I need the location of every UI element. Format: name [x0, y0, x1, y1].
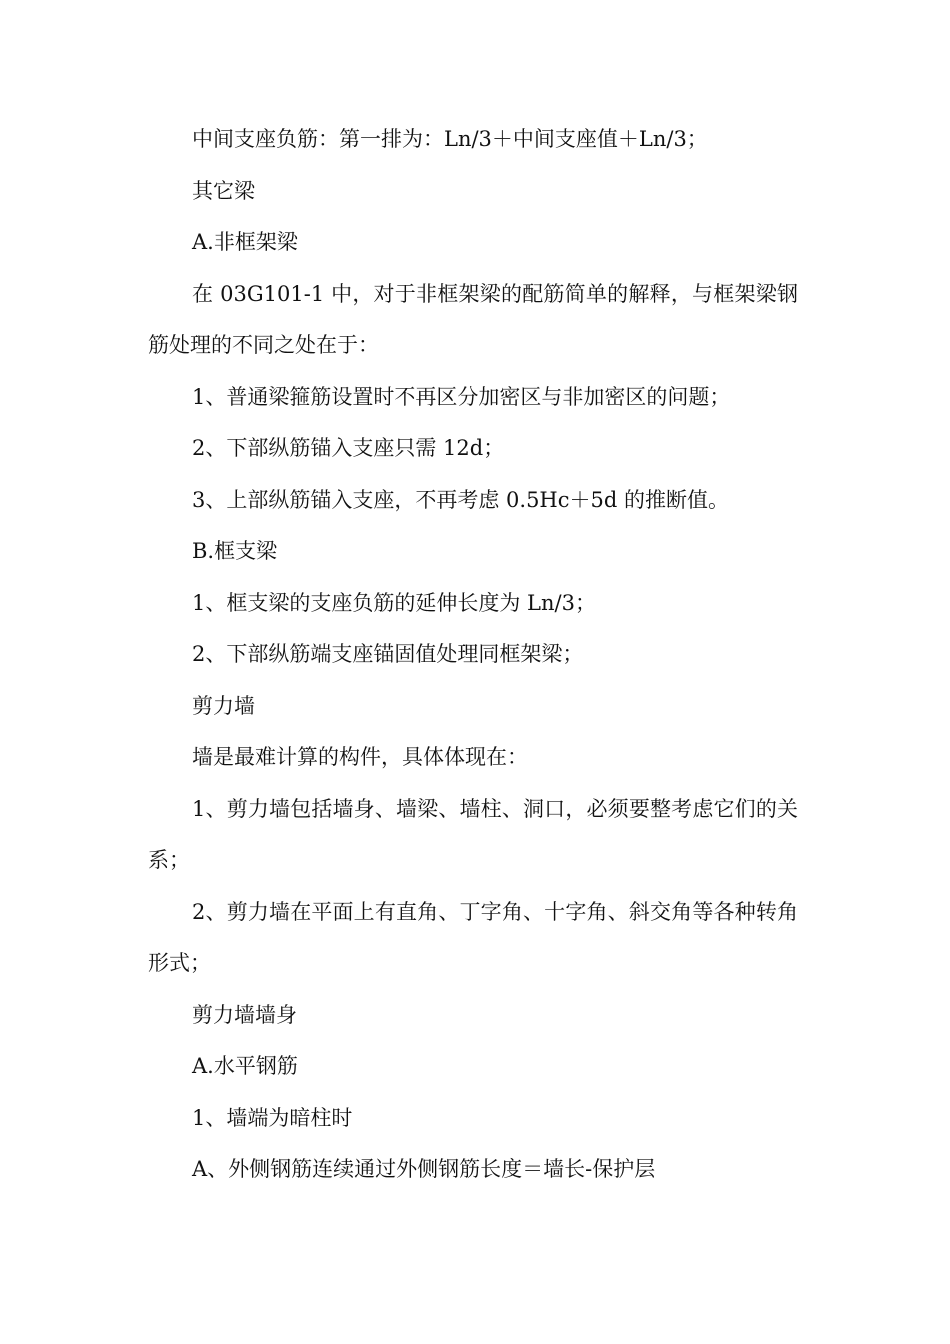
list-item-end-support-anchor: 2、下部纵筋端支座锚固值处理同框架梁； [192, 642, 584, 666]
list-item-wall-components: 1、剪力墙包括墙身、墙梁、墙柱、洞口，必须要整考虑它们的关系； [148, 796, 798, 872]
paragraph-middle-support-negative-rebar: 中间支座负筋：第一排为：Ln/3＋中间支座值＋Ln/3； [192, 127, 708, 151]
list-item-support-negative-length: 1、框支梁的支座负筋的延伸长度为 Ln/3； [192, 590, 596, 615]
paragraph-non-frame-beam-intro: 在 03G101-1 中，对于非框架梁的配筋简单的解释，与框架梁钢筋处理的不同之处在于： [148, 281, 798, 357]
list-item-wall-end-hidden-column: 1、墙端为暗柱时 [192, 1105, 353, 1130]
heading-shear-wall: 剪力墙 [192, 693, 255, 718]
heading-non-frame-beam: A.非框架梁 [192, 230, 298, 254]
list-item-bottom-rebar-anchor: 2、下部纵筋锚入支座只需 12d； [192, 436, 505, 460]
heading-frame-supported-beam: B.框支梁 [192, 539, 278, 563]
list-item-stirrup: 1、普通梁箍筋设置时不再区分加密区与非加密区的问题； [192, 384, 731, 409]
paragraph-wall-difficulty: 墙是最难计算的构件，具体体现在： [192, 745, 528, 769]
heading-other-beams: 其它梁 [192, 178, 255, 203]
heading-shear-wall-body: 剪力墙墙身 [192, 1002, 297, 1027]
list-item-outer-rebar-length: A、外侧钢筋连续通过外侧钢筋长度＝墙长-保护层 [192, 1157, 656, 1181]
heading-horizontal-rebar: A.水平钢筋 [192, 1054, 298, 1078]
list-item-wall-corners: 2、剪力墙在平面上有直角、丁字角、十字角、斜交角等各种转角形式； [148, 899, 798, 975]
document-body [148, 114, 798, 1196]
list-item-top-rebar-anchor: 3、上部纵筋锚入支座，不再考虑 0.5Hc＋5d 的推断值。 [192, 487, 729, 512]
